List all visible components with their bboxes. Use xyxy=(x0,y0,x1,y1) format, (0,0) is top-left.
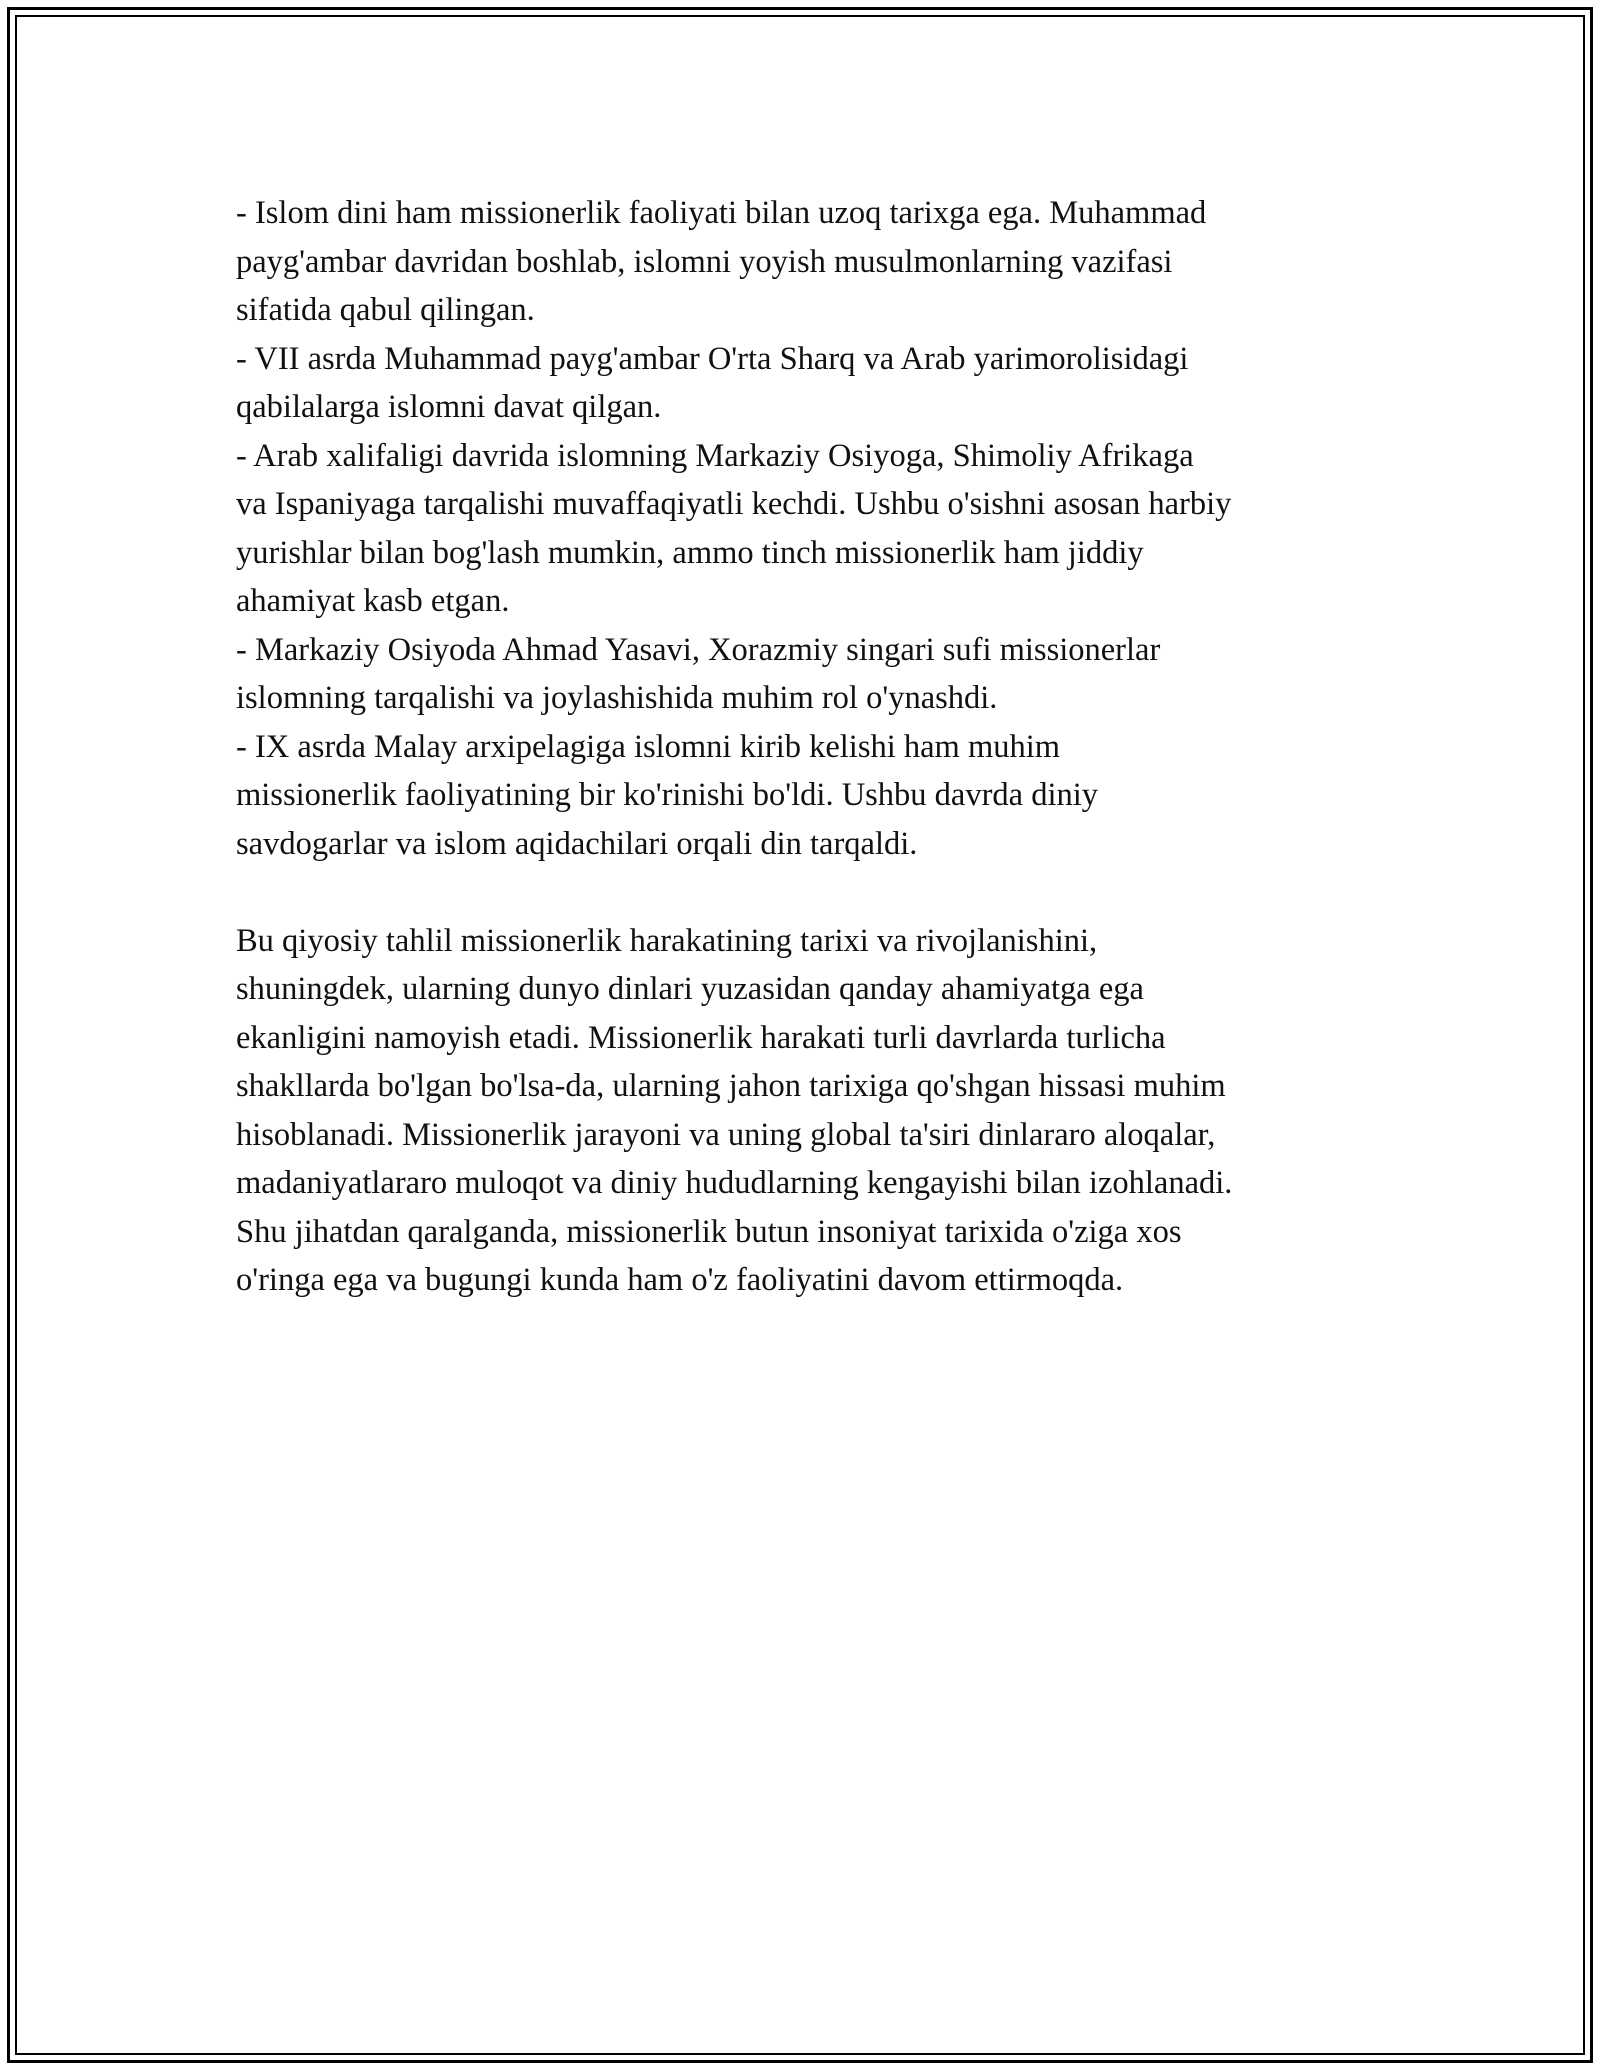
text-line: yurishlar bilan bog'lash mumkin, ammo tinch missionerlik ham jiddiy xyxy=(236,534,1144,571)
text-line: islomning tarqalishi va joylashishida muhim rol o'ynashdi. xyxy=(236,680,998,716)
text-line: madaniyatlararo muloqot va diniy hududlarning kengayishi bilan izohlanadi. xyxy=(236,1165,1233,1201)
text-line: shakllarda bo'lgan bo'lsa-da, ularning jahon tarixiga qo'shgan hissasi muhim xyxy=(236,1068,1226,1104)
text-line: qabilalarga islomni davat qilgan. xyxy=(236,389,662,425)
text-line: shuningdek, ularning dunyo dinlari yuzasidan qanday ahamiyatga ega xyxy=(236,971,1144,1007)
text-line: va Ispaniyaga tarqalishi muvaffaqiyatli kechdi. Ushbu o'sishni asosan harbiy xyxy=(236,486,1232,522)
text-line: hisoblanadi. Missionerlik jarayoni va uning global ta'siri dinlararo aloqalar, xyxy=(236,1116,1216,1153)
text-line: savdogarlar va islom aqidachilari orqali din tarqaldi. xyxy=(236,825,918,862)
text-line: o'ringa ega va bugungi kunda ham o'z faoliyatini davom ettirmoqda. xyxy=(236,1262,1124,1298)
document-body xyxy=(236,189,1376,1305)
text-line: Bu qiyosiy tahlil missionerlik harakatining tarixi va rivojlanishini, xyxy=(236,922,1098,959)
text-line: ekanligini namoyish etadi. Missionerlik harakati turli davrlarda turlicha xyxy=(236,1019,1166,1056)
text-line: - Arab xalifaligi davrida islomning Markaziy Osiyoga, Shimoliy Afrikaga xyxy=(236,437,1194,474)
text-line: payg'ambar davridan boshlab, islomni yoyish musulmonlarning vazifasi xyxy=(236,243,1173,280)
text-line: missionerlik faoliyatining bir ko'rinishi bo'ldi. Ushbu davrda diniy xyxy=(236,777,1099,813)
paragraph-gap xyxy=(236,868,1376,917)
text-line: ahamiyat kasb etgan. xyxy=(236,583,510,619)
text-line: - Islom dini ham missionerlik faoliyati bilan uzoq tarixga ega. Muhammad xyxy=(236,195,1207,231)
text-line: - IX asrda Malay arxipelagiga islomni kirib kelishi ham muhim xyxy=(236,728,1061,765)
text-line: - Markaziy Osiyoda Ahmad Yasavi, Xorazmiy singari sufi missionerlar xyxy=(236,631,1161,668)
text-line: sifatida qabul qilingan. xyxy=(236,292,535,328)
text-line: Shu jihatdan qaralganda, missionerlik butun insoniyat tarixida o'ziga xos xyxy=(236,1213,1182,1250)
text-line: - VII asrda Muhammad payg'ambar O'rta Sharq va Arab yarimorolisidagi xyxy=(236,340,1189,377)
